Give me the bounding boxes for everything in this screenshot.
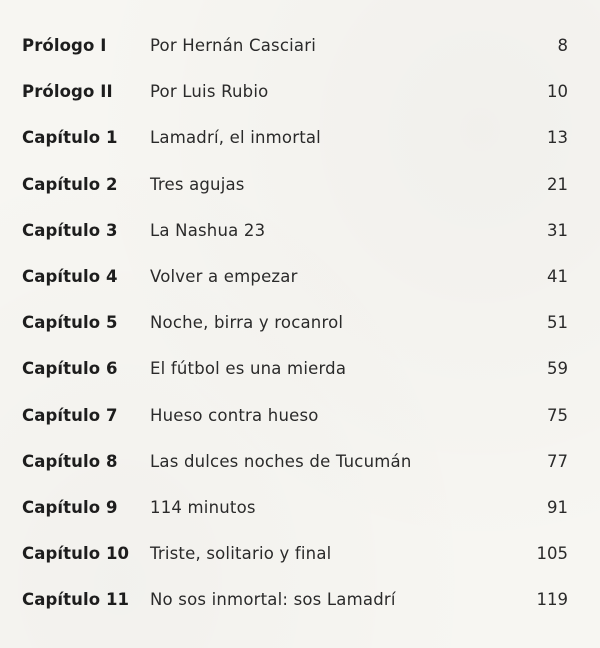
- toc-entry: [0, 582, 600, 628]
- chapter-title: La Nashua 23: [150, 220, 266, 240]
- chapter-title: Las dulces noches de Tucumán: [150, 451, 412, 471]
- table-of-contents: [0, 28, 600, 628]
- toc-entry: [0, 259, 600, 305]
- chapter-label: Capítulo 7: [22, 405, 118, 425]
- chapter-label: Capítulo 1: [22, 128, 118, 148]
- toc-entry: [0, 305, 600, 351]
- toc-entry: [0, 28, 600, 74]
- page-number: 77: [547, 451, 568, 471]
- toc-entry: [0, 536, 600, 582]
- toc-entry: [0, 74, 600, 120]
- chapter-title: No sos inmortal: sos Lamadrí: [150, 590, 396, 610]
- chapter-title: Volver a empezar: [150, 266, 298, 286]
- chapter-label: Capítulo 4: [22, 266, 118, 286]
- page-number: 10: [547, 82, 568, 102]
- toc-entry: [0, 351, 600, 397]
- page-number: 31: [547, 220, 568, 240]
- page-number: 59: [547, 359, 568, 379]
- page-number: 21: [547, 174, 568, 194]
- toc-entry: [0, 213, 600, 259]
- chapter-title: Por Luis Rubio: [150, 82, 269, 102]
- toc-entry: [0, 167, 600, 213]
- chapter-label: Prólogo I: [22, 36, 107, 55]
- page-number: 51: [547, 313, 568, 333]
- chapter-title: Triste, solitario y final: [150, 544, 332, 564]
- page-number: 91: [547, 497, 568, 517]
- toc-entry: [0, 444, 600, 490]
- chapter-label: Capítulo 11: [22, 590, 130, 610]
- toc-entry: [0, 120, 600, 166]
- chapter-title: El fútbol es una mierda: [150, 359, 347, 379]
- chapter-title: Hueso contra hueso: [150, 405, 319, 425]
- page-number: 13: [547, 128, 568, 148]
- page-number: 75: [547, 405, 568, 425]
- page-number: 119: [536, 590, 568, 610]
- chapter-label: Capítulo 8: [22, 451, 118, 471]
- chapter-title: 114 minutos: [150, 497, 256, 517]
- chapter-title: Por Hernán Casciari: [150, 36, 316, 55]
- chapter-label: Prólogo II: [22, 82, 113, 102]
- chapter-label: Capítulo 3: [22, 220, 118, 240]
- chapter-label: Capítulo 9: [22, 497, 118, 517]
- chapter-label: Capítulo 5: [22, 313, 118, 333]
- chapter-title: Lamadrí, el inmortal: [150, 128, 321, 148]
- chapter-label: Capítulo 10: [22, 544, 130, 564]
- chapter-title: Noche, birra y rocanrol: [150, 313, 344, 333]
- page-number: 105: [536, 544, 568, 564]
- page-number: 41: [547, 266, 568, 286]
- chapter-label: Capítulo 6: [22, 359, 118, 379]
- toc-entry: [0, 398, 600, 444]
- chapter-title: Tres agujas: [150, 174, 245, 194]
- chapter-label: Capítulo 2: [22, 174, 118, 194]
- page-number: 8: [557, 36, 568, 55]
- toc-entry: [0, 490, 600, 536]
